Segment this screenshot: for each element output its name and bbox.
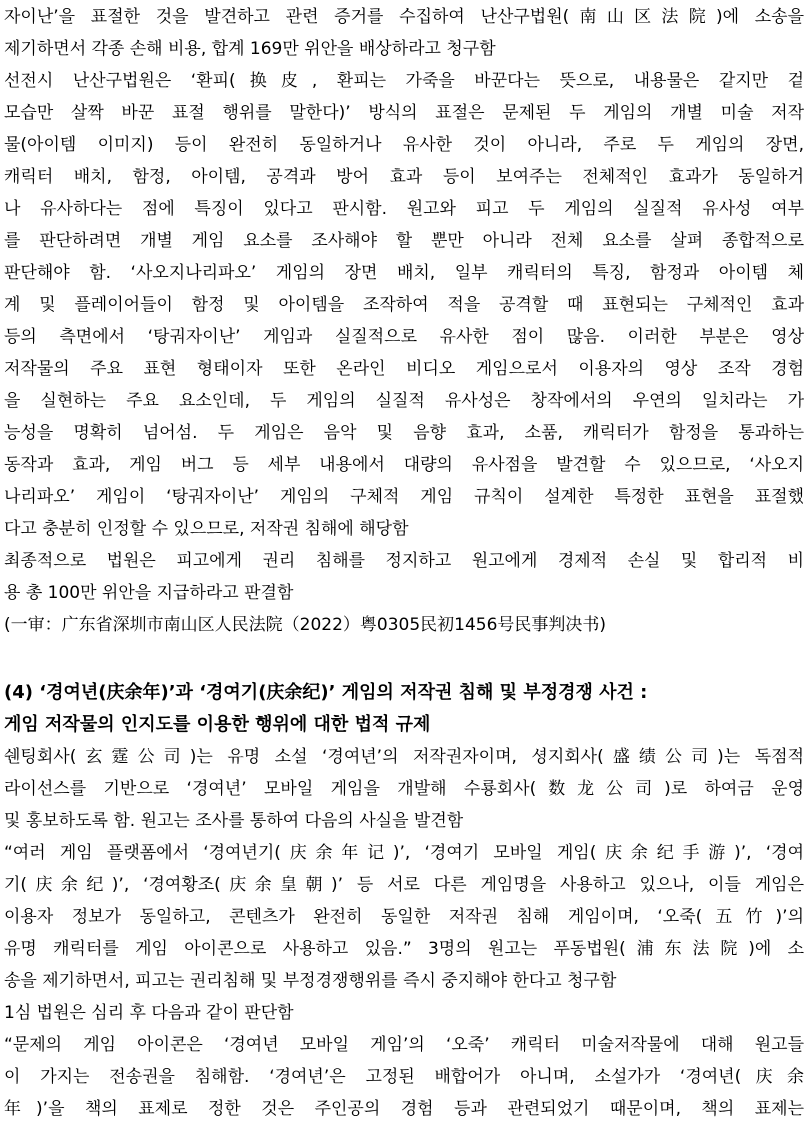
text-line: 능성을 명확히 넘어섬. 두 게임은 음악 및 음향 효과, 소품, 캐릭터가 함정을 통과하는 xyxy=(4,423,804,443)
text-line: 나리파오’ 게임이 ‘탕궈자이난’ 게임의 구체적 게임 규칙이 설계한 특정한 표현을 표절했 xyxy=(4,487,804,507)
text-line: 캐릭터 배치, 함정, 아이템, 공격과 방어 효과 등이 보여주는 전체적인 효과가 동일하거 xyxy=(4,167,804,187)
section-heading: (4) ‘경여년(庆余年)’과 ‘경여기(庆余纪)’ 게임의 저작권 침해 및 부정경쟁 사건 : xyxy=(4,682,648,703)
text-line: 나 유사하다는 점에 특징이 있다고 판시함. 원고와 피고 두 게임의 실질적 유사성 여부 xyxy=(4,199,804,219)
section-heading: 게임 저작물의 인지도를 이용한 행위에 대한 법적 규제 xyxy=(4,714,431,735)
text-line: “문제의 게임 아이콘은 ‘경여년 모바일 게임’의 ‘오죽’ 캐릭터 미술저작물에 대해 원고들 xyxy=(4,1035,804,1055)
text-line: 기(庆余纪)’, ‘경여황조(庆余皇朝)’ 등 서로 다른 게임명을 사용하고 있으나, 이들 게임은 xyxy=(4,875,804,895)
text-line: 등의 측면에서 ‘탕궈자이난’ 게임과 실질적으로 유사한 점이 많음. 이러한 부분은 영상 xyxy=(4,327,804,347)
text-line: 1심 법원은 심리 후 다음과 같이 판단함 xyxy=(4,1003,294,1023)
text-line: 선전시 난산구법원은 ‘환피(换皮, 환피는 가죽을 바꾼다는 뜻으로, 내용물은 같지만 겉 xyxy=(4,71,804,91)
text-line: 모습만 살짝 바꾼 표절 행위를 말한다)’ 방식의 표절은 문제된 두 게임의 개별 미술 저작 xyxy=(4,103,804,123)
text-line: “여러 게임 플랫폼에서 ‘경여년기(庆余年记)’, ‘경여기 모바일 게임(庆余纪手游)’, ‘경여 xyxy=(4,843,804,863)
text-line: 최종적으로 법원은 피고에게 권리 침해를 정지하고 원고에게 경제적 손실 및 합리적 비 xyxy=(4,551,804,571)
text-line: 이용자 정보가 동일하고, 콘텐츠가 완전히 동일한 저작권 침해 게임이며, ‘오죽(五竹)’의 xyxy=(4,907,804,927)
text-line: 쉔팅회사(玄霆公司)는 유명 소설 ‘경여년’의 저작권자이며, 셩지회사(盛绩公司)는 독점적 xyxy=(4,747,804,767)
text-line: 다고 충분히 인정할 수 있으므로, 저작권 침해에 해당함 xyxy=(4,519,409,539)
text-line: 및 홍보하도록 함. 원고는 조사를 통하여 다음의 사실을 발견함 xyxy=(4,811,464,831)
text-line: 제기하면서 각종 손해 비용, 합계 169만 위안을 배상하라고 청구함 xyxy=(4,39,496,59)
text-line: 을 실현하는 주요 요소인데, 두 게임의 실질적 유사성은 창작에서의 우연의 일치라는 가 xyxy=(4,391,804,411)
text-line: 송을 제기하면서, 피고는 권리침해 및 부정경쟁행위를 즉시 중지해야 한다고 청구함 xyxy=(4,971,617,991)
text-line: 라이선스를 기반으로 ‘경여년’ 모바일 게임을 개발해 수룡회사(数龙公司)로 하여금 운영 xyxy=(4,779,804,799)
text-line: 저작물의 주요 표현 형태이자 또한 온라인 비디오 게임으로서 이용자의 영상 조작 경험 xyxy=(4,359,804,379)
case-citation: (一审：广东省深圳市南山区人民法院（2022）粤0305民初1456号民事判决书) xyxy=(4,615,607,635)
text-line: 용 총 100만 위안을 지급하라고 판결함 xyxy=(4,583,294,603)
text-line: 를 판단하려면 개별 게임 요소를 조사해야 할 뿐만 아니라 전체 요소를 살펴 종합적으로 xyxy=(4,231,804,251)
text-line: 물(아이템 이미지) 등이 완전히 동일하거나 유사한 것이 아니라, 주로 두 게임의 장면, xyxy=(4,135,804,155)
text-line: 年)’을 책의 표제로 정한 것은 주인공의 경험 등과 관련되었기 때문이며, 책의 표제는 xyxy=(4,1099,804,1119)
text-line: 계 및 플레이어들이 함정 및 아이템을 조작하여 적을 공격할 때 표현되는 구체적인 효과 xyxy=(4,295,804,315)
text-line: 판단해야 함. ‘사오지나리파오’ 게임의 장면 배치, 일부 캐릭터의 특징, 함정과 아이템 체 xyxy=(4,263,804,283)
text-line: 동작과 효과, 게임 버그 등 세부 내용에서 대량의 유사점을 발견할 수 있으므로, ‘사오지 xyxy=(4,455,804,475)
text-line: 이 가지는 전송권을 침해함. ‘경여년’은 고정된 배합어가 아니며, 소설가가 ‘경여년(庆余 xyxy=(4,1067,804,1087)
text-line: 유명 캐릭터를 게임 아이콘으로 사용하고 있음.” 3명의 원고는 푸동법원(浦东法院)에 소 xyxy=(4,939,804,959)
text-line: 자이난’을 표절한 것을 발견하고 관련 증거를 수집하여 난산구법원(南山区法院)에 소송을 xyxy=(4,7,804,27)
